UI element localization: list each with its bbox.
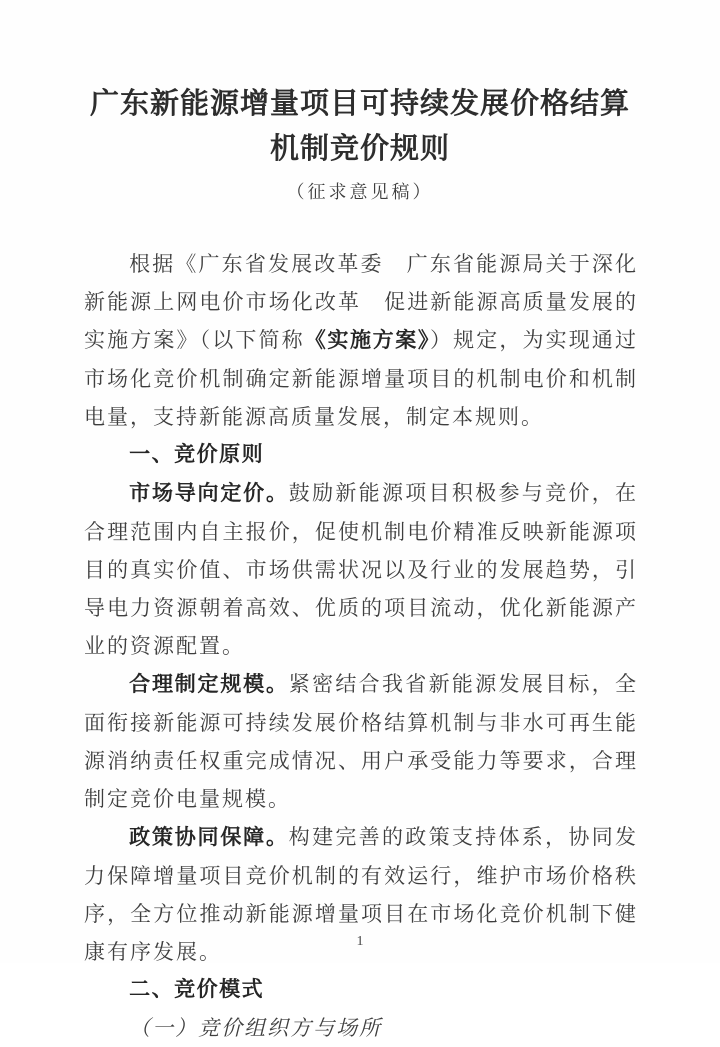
section-heading xyxy=(84,971,638,1009)
body-paragraph xyxy=(84,245,638,436)
document-body xyxy=(84,245,638,1047)
bold-text-run: 市场导向定价。 xyxy=(129,482,289,505)
document-subtitle: （征求意见稿） xyxy=(286,182,434,202)
document-title xyxy=(0,0,720,172)
page-number: 1 xyxy=(356,934,364,949)
document-title-line2: 机制竞价规则 xyxy=(269,133,450,165)
bold-text-run: 合理制定规模。 xyxy=(129,673,289,696)
text-run: 根据《广东省发展改革委 广东省能源局关于深化新能源上网电价市场化改革 促进新能源高质量发展的实施方案》（以下简称 xyxy=(84,252,638,352)
document-title-line1: 广东新能源增量项目可持续发展价格结算 xyxy=(89,88,630,120)
text-run: 鼓励新能源项目积极参与竞价，在合理范围内自主报价，促使机制电价精准反映新能源项目的真实价值、市场供需状况以及行业的发展趋势，引导电力资源朝着高效、优质的项目流动，优化新能源产业的资源配置。 xyxy=(84,481,639,658)
bold-text-run: 政策协同保障。 xyxy=(129,826,289,849)
body-paragraph xyxy=(84,474,638,665)
body-paragraph xyxy=(84,665,638,818)
bold-text-run: 二、竞价模式 xyxy=(129,978,265,1001)
section-heading xyxy=(84,436,638,474)
text-run: ）规定，为实现通过市场化竞价机制确定新能源增量项目的机制电价和机制电量，支持新能源高质量发展，制定本规则。 xyxy=(84,328,638,429)
text-run: 紧密结合我省新能源发展目标，全面衔接新能源可持续发展价格结算机制与非水可再生能源消纳责任权重完成情况、用户承受能力等要求，合理制定竞价电量规模。 xyxy=(84,672,639,811)
text-run: 构建完善的政策支持体系，协同发力保障增量项目竞价机制的有效运行，维护市场价格秩序，全方位推动新能源增量项目在市场化竞价机制下健康有序发展。 xyxy=(84,825,639,964)
bold-text-run: 一、竞价原则 xyxy=(129,443,265,466)
text-run: （一）竞价组织方与场所 xyxy=(129,1016,383,1040)
bold-text-run: 《实施方案》 xyxy=(304,329,430,352)
subsection-heading xyxy=(84,1009,638,1047)
